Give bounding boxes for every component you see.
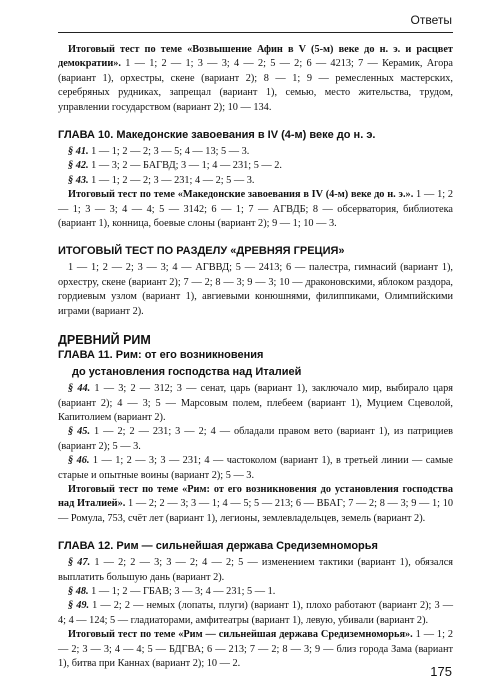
- answer-paragraph: [58, 261, 453, 319]
- test-title: Итоговый тест по теме «Рим — сильнейшая держава Средиземноморья».: [68, 629, 413, 641]
- answer-paragraph: [58, 43, 453, 115]
- header-rule: [58, 32, 453, 33]
- answer-paragraph: [58, 145, 453, 159]
- answer-text: 1 — 1; 2 — 1; 3 — 3; 4 — 4; 5 — 3142; 6 — 1; 7 — АГВДБ; 8 — обсерватория, библиотека (вариант 1), конница, боевые слоны (вариант 2); 9 — 1; 10 — 3.: [58, 189, 454, 230]
- answer-text: 1 — 1; 2 — 2; 3 — 3; 4 — АГВВД; 5 — 2413; 6 — палестра, гимнасий (вариант 1), орхестру, скене (вариант 2); 7 — 2; 8 — 3; 9 — 3; 10 — драконовскими, яблоком раздора, гордиевым узлом (вариант 1), авгиевыми конюшнями, филиппиками, Олимпийскими играми (вариант 2).: [58, 262, 453, 317]
- test-title: Итоговый тест по теме «Македонские завоевания в IV (4-м) веке до н. э.».: [68, 189, 414, 201]
- answer-text: 1 — 1; 2 — 1; 3 — 3; 4 — 2; 5 — 2; 6 — 4213; 7 — Керамик, Агора (вариант 1), орхестры, скене (вариант 2); 8 — 1; 9 — ремесленных мастерских, серебряных рудниках, запрещал (вариант 1), семью, место жительства, трудом, управлении государством (вариант 2); 10 — 134.: [58, 58, 453, 113]
- answer-text: 1 — 1; 2 — 2; 3 — 231; 4 — 2; 5 — 3.: [88, 174, 255, 186]
- answer-text: 1 — 2; 2 — 3; 3 — 2; 4 — 2; 5 — изменением тактики (вариант 1), обязался выплатить большую дань (вариант 2).: [58, 557, 454, 583]
- answer-paragraph: [58, 188, 453, 231]
- section-heading: ДРЕВНИЙ РИМ: [58, 333, 151, 348]
- answer-text: 1 — 3; 2 — БАГВД; 3 — 1; 4 — 231; 5 — 2.: [88, 160, 283, 172]
- answer-text: 1 — 3; 2 — 312; 3 — сенат, царь (вариант 1), заключало мир, выбирало царя (вариант 2); 4 — 3; 5 — Марсовым полем, плебеем (вариант 1), Муцием Сцеволой, Капитолием (вариант 2).: [58, 383, 453, 423]
- page-number: 175: [430, 664, 452, 679]
- answer-text: 1 — 2; 2 — 3; 3 — 1; 4 — 5; 5 — 213; 6 — ВБАГ; 7 — 2; 8 — 3; 9 — 1; 10 — Ромула, 753, счёт лет (вариант 1), легионы, землевладельцев, земель (вариант 2).: [58, 498, 453, 524]
- answer-paragraph: [58, 599, 453, 628]
- paragraph-ref: § 41.: [68, 146, 89, 158]
- paragraph-ref: § 45.: [68, 426, 91, 438]
- paragraph-ref: § 48.: [68, 585, 89, 597]
- answer-paragraph: [58, 628, 453, 671]
- running-header: Ответы: [410, 13, 452, 27]
- chapter-heading: ГЛАВА 10. Македонские завоевания в IV (4-м) веке до н. э.: [58, 129, 376, 142]
- paragraph-ref: § 46.: [68, 455, 90, 467]
- answer-paragraph: [58, 425, 453, 454]
- paragraph-ref: § 42.: [68, 160, 89, 172]
- chapter-heading: ГЛАВА 12. Рим — сильнейшая держава Средиземноморья: [58, 540, 378, 553]
- page-content: [58, 43, 453, 671]
- paragraph-ref: § 44.: [68, 383, 91, 395]
- chapter-heading-cont: до установления господства над Италией: [72, 366, 302, 379]
- paragraph-ref: § 43.: [68, 174, 89, 186]
- answer-paragraph: [58, 382, 453, 425]
- paragraph-ref: § 49.: [68, 600, 90, 612]
- test-title: Итоговый тест по теме «Возвышение Афин в V (5-м) веке до н. э. и расцвет демократии».: [58, 44, 453, 70]
- answer-text: 1 — 2; 2 — 231; 3 — 2; 4 — обладали правом вето (вариант 1), из патрициев (вариант 2); 5 — 3.: [58, 426, 453, 452]
- section-test-heading: ИТОГОВЫЙ ТЕСТ ПО РАЗДЕЛУ «ДРЕВНЯЯ ГРЕЦИЯ»: [58, 245, 345, 258]
- answer-paragraph: [58, 159, 453, 173]
- answer-paragraph: [58, 556, 453, 585]
- answer-text: 1 — 1; 2 — 2; 3 — 5; 4 — 13; 5 — 3.: [88, 146, 250, 158]
- answer-text: 1 — 1; 2 — 3; 3 — 231; 4 — частоколом (вариант 1), в третьей линии — самые старые и опытные воины (вариант 2); 5 — 3.: [58, 455, 454, 481]
- answer-paragraph: [58, 454, 453, 483]
- answer-text: 1 — 2; 2 — немых (лопаты, плуги) (вариант 1), плохо работают (вариант 2); 3 — 4; 4 — 124; 5 — гладиаторами, амфитеатры (вариант 1), левую, убивали (вариант 2).: [58, 600, 454, 626]
- chapter-heading: ГЛАВА 11. Рим: от его возникновения: [58, 349, 264, 362]
- answer-paragraph: [58, 174, 453, 188]
- test-title: Итоговый тест по теме «Рим: от его возникновения до установления господства над Италией».: [58, 483, 453, 510]
- answer-text: 1 — 1; 2 — ГБАВ; 3 — 3; 4 — 231; 5 — 1.: [88, 585, 276, 597]
- answer-text: 1 — 1; 2 — 2; 3 — 3; 4 — 4; 5 — БДГВА; 6 — 213; 7 — 2; 8 — 3; 9 — близ города Замa (вариант 1), битва при Каннах (вариант 2); 10 — 2.: [58, 629, 453, 669]
- paragraph-ref: § 47.: [68, 557, 91, 569]
- answer-paragraph: [58, 585, 453, 599]
- answer-paragraph: [58, 483, 453, 526]
